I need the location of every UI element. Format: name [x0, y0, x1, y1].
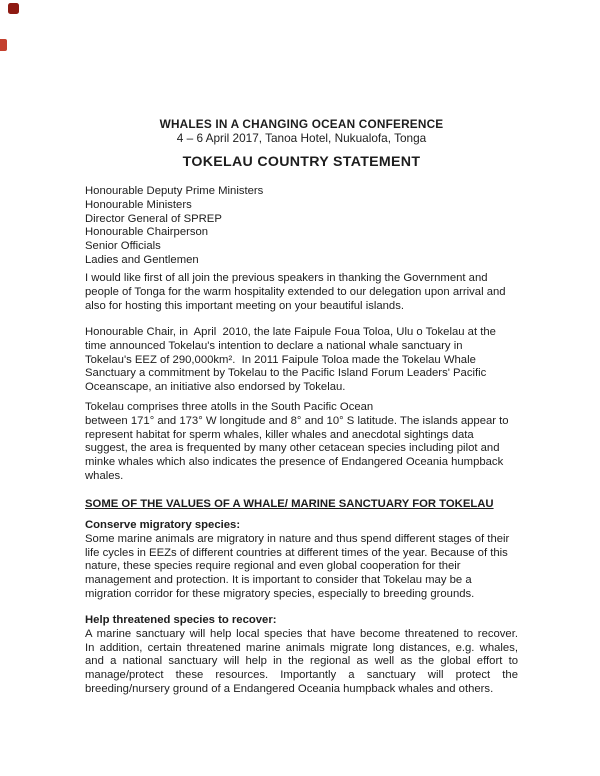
text-line: represent habitat for sperm whales, killer whales and anecdotal sightings data: [85, 428, 474, 441]
paragraph-thanks: [85, 272, 518, 313]
salutation-line: Honourable Deputy Prime Ministers: [85, 185, 264, 197]
red-edge-mark-icon: [0, 39, 7, 51]
paragraph-atolls: [85, 401, 518, 484]
conference-date-venue: 4 – 6 April 2017, Tanoa Hotel, Nukualofa, Tonga: [176, 131, 427, 145]
text-line: management and protection. It is important to consider that Tokelau may be a: [85, 574, 472, 587]
text-line: and a national sanctuary will help in the regional as well as the global effort to: [85, 655, 518, 668]
text-line: migration corridor for these migratory species, especially to breeding grounds.: [85, 587, 475, 600]
text-line: I would like first of all join the previous speakers in thanking the Government and: [85, 272, 488, 284]
text-line: nature, these species require regional and even global cooperation for their: [85, 560, 461, 573]
section-heading-values: SOME OF THE VALUES OF A WHALE/ MARINE SANCTUARY FOR TOKELAU: [85, 498, 494, 510]
text-line: life cycles in EEZs of different countries at different times of the year. Because of this: [85, 546, 508, 559]
section-help-threatened-species: [85, 614, 518, 697]
text-line: people of Tonga for the warm hospitality extended to our delegation upon arrival and: [85, 285, 506, 298]
text-line: Honourable Chair, in April 2010, the late Faipule Foua Toloa, Ulu o Tokelau at the: [85, 326, 496, 338]
text-line: Tokelau's EEZ of 290,000km². In 2011 Faipule Toloa made the Tokelau Whale: [85, 353, 476, 366]
text-line: A marine sanctuary will help local species that have become threatened to recover.: [85, 627, 518, 640]
text-line: Sanctuary a commitment by Tokelau to the Pacific Island Forum Leaders' Pacific: [85, 367, 487, 380]
conference-title: WHALES IN A CHANGING OCEAN CONFERENCE: [159, 117, 444, 131]
paragraph-sanctuary-history: [85, 326, 518, 395]
subsection-heading: Help threatened species to recover:: [85, 614, 277, 626]
text-line: whales.: [85, 469, 124, 482]
text-line: minke whales which also indicates the presence of Endangered Oceania humpback: [85, 456, 504, 469]
subsection-heading: Conserve migratory species:: [85, 519, 241, 531]
text-line: also for hosting this important meeting on your beautiful islands.: [85, 299, 404, 312]
salutation-line: Honourable Chairperson: [85, 226, 209, 239]
red-corner-mark-icon: [8, 3, 19, 14]
salutation-list: [85, 185, 518, 268]
text-line: manage/protect these resources. Importantly a sanctuary will protect the: [85, 669, 518, 682]
salutation-line: Director General of SPREP: [85, 212, 222, 225]
text-line: Oceanscape, an initiative also endorsed by Tokelau.: [85, 381, 346, 394]
text-line: Tokelau comprises three atolls in the South Pacific Ocean: [85, 401, 374, 413]
text-line: breeding/nursery ground of a Endangered Oceania humpback whales and others.: [85, 682, 494, 695]
text-line: time announced Tokelau's intention to declare a national whale sanctuary in: [85, 339, 463, 352]
text-line: In addition, certain threatened marine animals migrate long distances, e.g. whales,: [85, 641, 518, 654]
salutation-line: Senior Officials: [85, 240, 161, 253]
text-line: between 171° and 173° W longitude and 8° and 10° S latitude. The islands appear to: [85, 414, 509, 427]
salutation-line: Ladies and Gentlemen: [85, 253, 199, 266]
text-line: suggest, the area is frequented by many other cetacean species including pilot and: [85, 442, 500, 455]
section-conserve-migratory-species: [85, 519, 518, 602]
salutation-line: Honourable Ministers: [85, 198, 192, 211]
document-title: TOKELAU COUNTRY STATEMENT: [182, 154, 421, 170]
text-line: Some marine animals are migratory in nature and thus spend different stages of their: [85, 532, 510, 545]
